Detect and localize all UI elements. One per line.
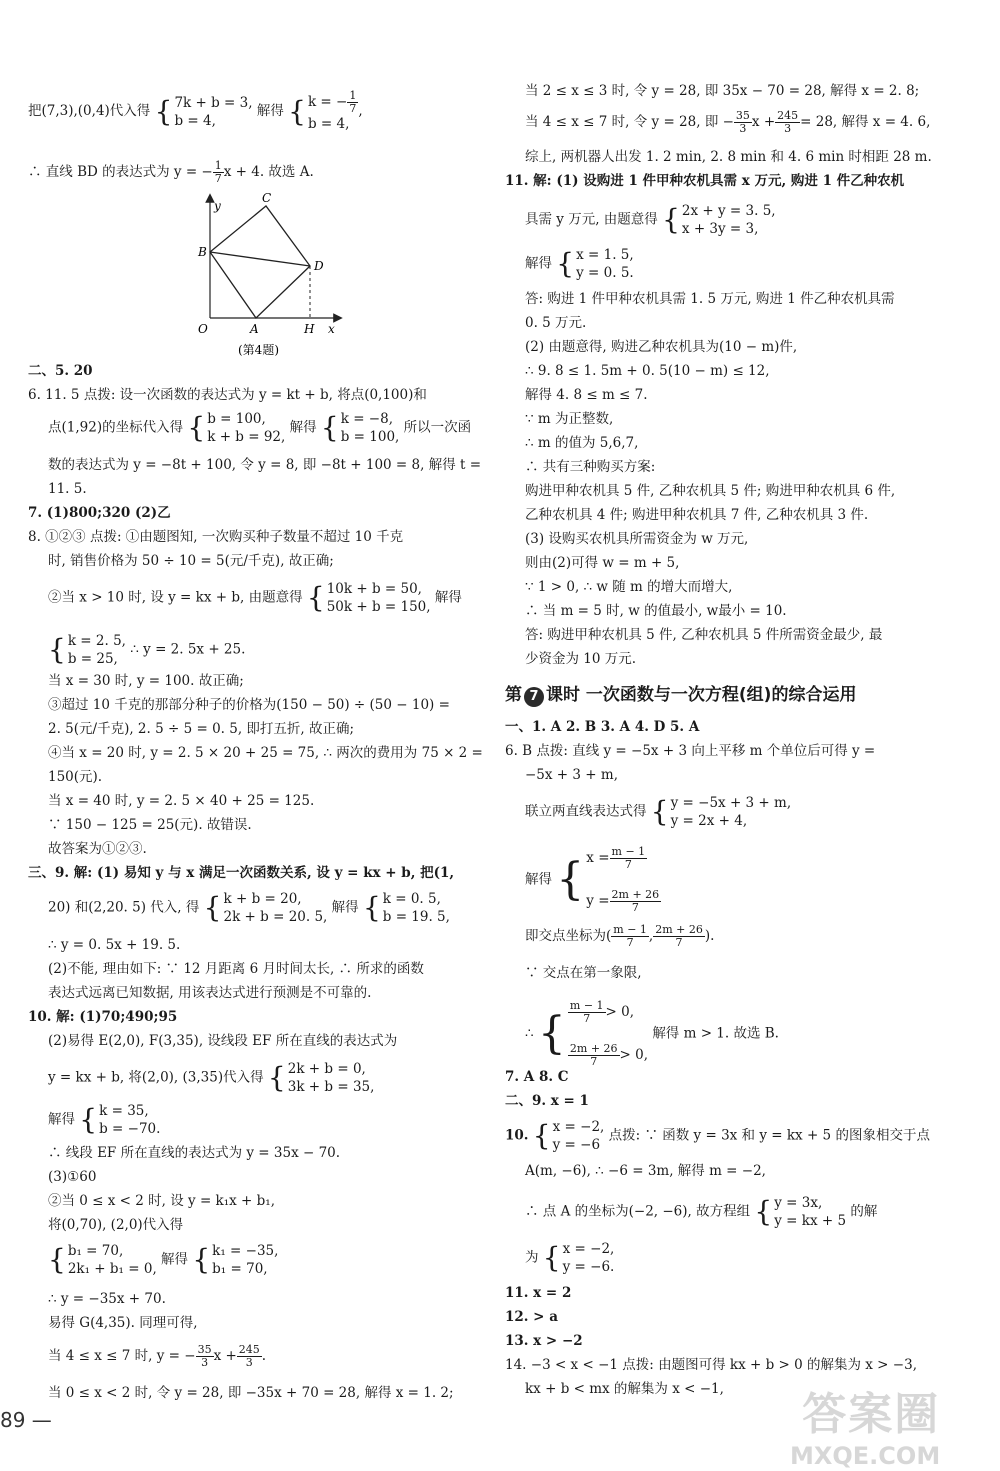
answer-10-line4: 解得 { k = 35, b = −70. bbox=[48, 1103, 161, 1137]
lesson-number-badge: 7 bbox=[524, 687, 544, 707]
s-answer-11: 11. x = 2 bbox=[505, 1285, 572, 1301]
answer-11-line11: ∴ 共有三种购买方案: bbox=[525, 459, 656, 475]
page-number-text: 89 bbox=[0, 1408, 26, 1432]
eq: y = −5x + 3 + m, bbox=[670, 795, 792, 811]
s-answers-1-5: 一、1. A 2. B 3. A 4. D 5. A bbox=[505, 719, 700, 735]
eq: y = 3x, bbox=[774, 1195, 823, 1211]
frac-den: 7 bbox=[583, 1012, 591, 1025]
answer-11-line4: 答: 购进 1 件甲种农机具需 1. 5 万元, 购进 1 件乙种农机具需 bbox=[525, 291, 895, 307]
answer-10-line11: 易得 G(4,35). 同理可得, bbox=[48, 1315, 198, 1331]
answer-6-line3: 数的表达式为 y = −8t + 100, 令 y = 8, 即 −8t + 100 = 8, 解得 t = bbox=[48, 457, 482, 473]
text: 当 4 ≤ x ≤ 7 时, 令 y = 28, 即 − bbox=[525, 114, 734, 130]
answer-11-line3: 解得 { x = 1. 5, y = 0. 5. bbox=[525, 247, 634, 281]
answer-10-line7: ②当 0 ≤ x < 2 时, 设 y = k₁x + b₁, bbox=[48, 1193, 276, 1209]
figure-caption: (第4题) bbox=[238, 343, 279, 357]
s-answer-10-line3: ∴ 点 A 的坐标为(−2, −6), 故方程组 { y = 3x, y = kx + 5 的解 bbox=[525, 1195, 878, 1229]
frac-num: 2m + 26 bbox=[569, 1042, 618, 1055]
answer-11-line1: 11. 解: (1) 设购进 1 件甲种农机具需 x 万元, 购进 1 件乙种农机 bbox=[505, 173, 905, 189]
label-h: H bbox=[304, 322, 315, 336]
label-d: D bbox=[314, 259, 324, 273]
eq: k + b = 20, bbox=[223, 891, 302, 907]
answer-10-line13: 当 0 ≤ x < 2 时, 令 y = 28, 即 −35x + 70 = 28, 解得 x = 1. 2; bbox=[48, 1385, 454, 1401]
text: 解得 bbox=[525, 871, 552, 888]
eq: b₁ = 70, bbox=[67, 1243, 124, 1259]
answer-10-line10: ∴ y = −35x + 70. bbox=[48, 1291, 166, 1307]
frac-num: m − 1 bbox=[611, 845, 646, 858]
answer-8-line2: 时, 销售价格为 50 ÷ 10 = 5(元/千克), 故正确; bbox=[48, 553, 334, 569]
answer-10-line6: (3)①60 bbox=[48, 1169, 97, 1185]
eq: y = bbox=[586, 893, 610, 909]
frac-den: 7 bbox=[590, 1055, 598, 1068]
text: ∴ bbox=[525, 1025, 534, 1042]
square-abcd bbox=[210, 206, 310, 318]
answer-9-line4: (2)不能, 理由如下: ∵ 12 月距离 6 月时间太长, ∴ 所求的函数 bbox=[48, 961, 424, 977]
eq: y = −6. bbox=[562, 1259, 615, 1275]
text: 解得 bbox=[289, 419, 317, 436]
text: 把(7,3),(0,4)代入得 bbox=[28, 103, 151, 119]
text: 解得 bbox=[256, 103, 284, 119]
answer-8-line7: 2. 5(元/千克), 2. 5 ÷ 5 = 0. 5, 即打五折, 故正确; bbox=[48, 721, 355, 737]
answer-10-cont-line1: 当 2 ≤ x ≤ 3 时, 令 y = 28, 即 35x − 70 = 28, 解得 x = 2. 8; bbox=[525, 83, 920, 99]
answer-10-cont-line2 bbox=[525, 110, 930, 135]
frac-den: 7 bbox=[631, 901, 639, 914]
section-heading bbox=[505, 680, 975, 707]
watermark-logo: 答案圈 bbox=[802, 1389, 941, 1440]
text: ②当 x > 10 时, 设 y = kx + b, 由题意得 bbox=[48, 589, 303, 606]
text: y = kx + b, 将(2,0), (3,35)代入得 bbox=[48, 1069, 264, 1086]
eq: 7k + b = 3, bbox=[174, 94, 253, 111]
eq: 2k + b = 20. 5, bbox=[223, 909, 328, 925]
answer-10-line5: ∴ 线段 EF 所在直线的表达式为 y = 35x − 70. bbox=[48, 1145, 341, 1161]
answer-11-line9: ∵ m 为正整数, bbox=[525, 411, 614, 427]
answer-7: 7. (1)800;320 (2)乙 bbox=[28, 505, 171, 521]
text: ∴ y = 2. 5x + 25. bbox=[130, 641, 246, 658]
text: ∴ 点 A 的坐标为(−2, −6), 故方程组 bbox=[525, 1203, 751, 1220]
eq: k = 0. 5, bbox=[382, 891, 441, 907]
frac-num: 1 bbox=[214, 159, 222, 172]
watermark-url: MXQE.COM bbox=[790, 1442, 941, 1470]
text: 具需 y 万元, 由题意得 bbox=[525, 211, 658, 228]
text: 20) 和(2,20. 5) 代入, 得 bbox=[48, 899, 200, 916]
watermark bbox=[790, 1378, 940, 1470]
label-y: y bbox=[214, 199, 221, 213]
eq: b = 19. 5, bbox=[382, 909, 450, 925]
text: ∴ 直线 BD 的表达式为 y = − bbox=[28, 164, 213, 180]
text: 所以一次函 bbox=[403, 419, 472, 436]
s-answer-14-line2: kx + b < mx 的解集为 x < −1, bbox=[525, 1381, 724, 1397]
frac-num: 245 bbox=[238, 1343, 260, 1356]
answer-11-line6: (2) 由题意得, 购进乙种农机具为(10 − m)件, bbox=[525, 339, 798, 355]
answer-11-line10: ∴ m 的值为 5,6,7, bbox=[525, 435, 639, 451]
frac-den: 7 bbox=[349, 102, 357, 115]
s-answer-9: 二、9. x = 1 bbox=[505, 1093, 589, 1109]
eq: y = kx + 5 bbox=[774, 1213, 847, 1229]
eq: > 0, bbox=[619, 1047, 649, 1063]
text: 的解 bbox=[850, 1203, 878, 1220]
s-answer-10-line1: 10. { x = −2, y = −6 点拨: ∵ 函数 y = 3x 和 y = kx + 5 的图象相交于点 bbox=[505, 1119, 930, 1153]
eq: b = 4, bbox=[307, 116, 350, 132]
answer-10-line8: 将(0,70), (2,0)代入得 bbox=[48, 1217, 184, 1233]
answer-10-line2: (2)易得 E(2,0), F(3,35), 设线段 EF 所在直线的表达式为 bbox=[48, 1033, 398, 1049]
eq: 10k + b = 50, bbox=[326, 581, 422, 597]
eq: y = 2x + 4, bbox=[670, 813, 748, 829]
eq: k + b = 92, bbox=[207, 429, 286, 445]
text: , bbox=[648, 928, 654, 944]
answer-8-line11: ∵ 150 − 125 = 25(元). 故错误. bbox=[48, 817, 252, 833]
answer-8-line8: ④当 x = 20 时, y = 2. 5 × 20 + 25 = 75, ∴ 两次的费用为 75 × 2 = bbox=[48, 745, 483, 761]
answer-11-line18: 答: 购进甲种农机具 5 件, 乙种农机具 5 件所需资金最少, 最 bbox=[525, 627, 883, 643]
text: 解得 m > 1. 故选 B. bbox=[652, 1025, 779, 1042]
eq: 2x + y = 3. 5, bbox=[681, 203, 776, 219]
eq: y = 0. 5. bbox=[576, 265, 634, 281]
answer-10-cont-line3: 综上, 两机器人出发 1. 2 min, 2. 8 min 和 4. 6 min 时相距 28 m. bbox=[525, 149, 932, 165]
eq: k = 35, bbox=[99, 1103, 149, 1119]
label-o: O bbox=[198, 322, 208, 336]
eq: 2k + b = 0, bbox=[287, 1061, 366, 1077]
figure-q4 bbox=[188, 190, 348, 364]
text: = 28, 解得 x = 4. 6, bbox=[800, 114, 931, 130]
answer-11-line13: 乙种农机具 4 件; 购进甲种农机具 7 件, 乙种农机具 3 件. bbox=[525, 507, 869, 523]
answer-9-line3: ∴ y = 0. 5x + 19. 5. bbox=[48, 937, 181, 953]
label-c: C bbox=[262, 191, 272, 205]
s-answer-6-line1: 6. B 点拨: 直线 y = −5x + 3 向上平移 m 个单位后可得 y = bbox=[505, 743, 876, 759]
text: , bbox=[358, 103, 363, 119]
s-answer-6-line5 bbox=[525, 924, 714, 949]
answer-8-line4: { k = 2. 5, b = 25, ∴ y = 2. 5x + 25. bbox=[48, 633, 246, 667]
eq: 3k + b = 35, bbox=[287, 1079, 375, 1095]
answer-11-line2: 具需 y 万元, 由题意得 { 2x + y = 3. 5, x + 3y = 3, bbox=[525, 203, 776, 237]
text: 解得 bbox=[525, 255, 552, 272]
eq: y = −6 bbox=[552, 1137, 601, 1153]
answer-9-line5: 表达式远离已知数据, 用该表达式进行预测是不可靠的. bbox=[48, 985, 372, 1001]
s-answer-6-line7: ∴ { $\frac{m - 1}{7}$ > 0, $\frac{2m + 26}{7}$ > 0, 解得 m > 1. 故选 B. bbox=[525, 999, 779, 1068]
text: 为 bbox=[525, 1249, 539, 1266]
text: x + bbox=[751, 114, 776, 130]
text: 解得 bbox=[161, 1251, 189, 1268]
figure-q4-svg bbox=[188, 190, 348, 360]
label-a: A bbox=[250, 322, 259, 336]
eq: k = −8, bbox=[340, 411, 394, 427]
frac-den: 7 bbox=[626, 936, 634, 949]
text: 解得 bbox=[48, 1111, 75, 1128]
s-answer-14-line1: 14. −3 < x < −1 点拨: 由题图可得 kx + b > 0 的解集为 x > −3, bbox=[505, 1357, 917, 1373]
s-answer-12: 12. > a bbox=[505, 1309, 558, 1325]
answer-11-line16: ∵ 1 > 0, ∴ w 随 m 的增大而增大, bbox=[525, 579, 733, 595]
frac-num: 1 bbox=[349, 89, 357, 102]
answer-10-line1: 10. 解: (1)70;490;95 bbox=[28, 1009, 178, 1025]
label-b: B bbox=[198, 245, 207, 259]
answer-11-line5: 0. 5 万元. bbox=[525, 315, 587, 331]
answer-10-line3: y = kx + b, 将(2,0), (3,35)代入得 { 2k + b = 0, 3k + b = 35, bbox=[48, 1061, 375, 1095]
q4-substitution-line: 把(7,3),(0,4)代入得 { 7k + b = 3, b = 4, 解得 { k = − $\frac{1}{7}$ b = 4,, bbox=[28, 89, 363, 132]
label-x: x bbox=[328, 322, 335, 336]
text: 联立两直线表达式得 bbox=[525, 803, 647, 820]
answer-11-line17: ∴ 当 m = 5 时, w 的值最小, w最小 = 10. bbox=[525, 603, 787, 619]
answer-10-line9: { b₁ = 70, 2k₁ + b₁ = 0, 解得 { k₁ = −35, b₁ = 70, bbox=[48, 1243, 279, 1277]
answer-9-line2: 20) 和(2,20. 5) 代入, 得 { k + b = 20, 2k + b = 20. 5, 解得 { k = 0. 5, b = 19. 5, bbox=[48, 891, 450, 925]
heading-prefix: 第 bbox=[505, 685, 522, 705]
frac-den: 3 bbox=[739, 122, 747, 135]
frac-num: 2m + 26 bbox=[611, 888, 660, 901]
answer-8-line1: 8. ①②③ 点拨: ①由题图知, 一次购买种子数量不超过 10 千克 bbox=[28, 529, 404, 545]
eq: k₁ = −35, bbox=[212, 1243, 279, 1259]
frac-num: m − 1 bbox=[569, 999, 604, 1012]
eq: > 0, bbox=[605, 1004, 635, 1020]
text: x + 4. 故选 A. bbox=[223, 164, 314, 180]
text: 即交点坐标为( bbox=[525, 928, 612, 944]
page-number: 89 — bbox=[0, 1408, 52, 1432]
answer-6-line1: 6. 11. 5 点拨: 设一次函数的表达式为 y = kt + b, 将点(0,100)和 bbox=[28, 387, 427, 403]
frac-num: 35 bbox=[197, 1343, 212, 1356]
s-answer-10-line4: 为 { x = −2, y = −6. bbox=[525, 1241, 615, 1275]
frac-num: m − 1 bbox=[613, 923, 647, 936]
frac-den: 7 bbox=[624, 858, 632, 871]
text: 10. bbox=[505, 1127, 529, 1144]
frac-den: 3 bbox=[245, 1356, 253, 1369]
eq: 50k + b = 150, bbox=[326, 599, 431, 615]
s-answer-13: 13. x > −2 bbox=[505, 1333, 583, 1349]
eq: b = 25, bbox=[67, 651, 118, 667]
eq: x + 3y = 3, bbox=[681, 221, 759, 237]
answer-11-line7: ∴ 9. 8 ≤ 1. 5m + 0. 5(10 − m) ≤ 12, bbox=[525, 363, 770, 379]
answer-11-line12: 购进甲种农机具 5 件, 乙种农机具 5 件; 购进甲种农机具 6 件, bbox=[525, 483, 896, 499]
eq: x = −2, bbox=[552, 1119, 605, 1135]
text: 解得 bbox=[331, 899, 359, 916]
text: ). bbox=[704, 928, 715, 944]
answer-5: 二、5. 20 bbox=[28, 363, 93, 379]
s-answer-6-line2: −5x + 3 + m, bbox=[525, 767, 618, 783]
text: 点拨: ∵ 函数 y = 3x 和 y = kx + 5 的图象相交于点 bbox=[608, 1127, 930, 1144]
frac-den: 3 bbox=[784, 122, 792, 135]
eq: b = 4, bbox=[174, 112, 216, 129]
frac-num: 2m + 26 bbox=[655, 923, 703, 936]
answer-8-line6: ③超过 10 千克的那部分种子的价格为(150 − 50) ÷ (50 − 10) = bbox=[48, 697, 450, 713]
answer-11-line14: (3) 设购买农机具所需资金为 w 万元, bbox=[525, 531, 749, 547]
q4-conclusion bbox=[28, 160, 314, 185]
answer-8-line12: 故答案为①②③. bbox=[48, 841, 147, 857]
answer-6-line4: 11. 5. bbox=[48, 481, 87, 497]
segment-bd bbox=[210, 252, 310, 266]
eq: b₁ = 70, bbox=[212, 1261, 268, 1277]
answer-8-line5: 当 x = 30 时, y = 100. 故正确; bbox=[48, 673, 244, 689]
frac-den: 7 bbox=[675, 936, 683, 949]
eq: 2k₁ + b₁ = 0, bbox=[67, 1261, 157, 1277]
s-answer-10-line2: A(m, −6), ∴ −6 = 3m, 解得 m = −2, bbox=[525, 1163, 766, 1179]
frac-num: 35 bbox=[735, 109, 750, 122]
eq: k = 2. 5, bbox=[67, 633, 126, 649]
eq: k = − bbox=[307, 94, 348, 110]
frac-den: 7 bbox=[214, 172, 222, 185]
s-answer-6-line3: 联立两直线表达式得 { y = −5x + 3 + m, y = 2x + 4, bbox=[525, 795, 792, 829]
answer-8-line9: 150(元). bbox=[48, 769, 103, 785]
answer-11-line19: 少资金为 10 万元. bbox=[525, 651, 637, 667]
answer-10-line12 bbox=[48, 1344, 266, 1369]
frac-num: 245 bbox=[777, 109, 799, 122]
eq: x = 1. 5, bbox=[576, 247, 634, 263]
s-answers-7-8: 7. A 8. C bbox=[505, 1069, 569, 1085]
answer-8-line3: ②当 x > 10 时, 设 y = kx + b, 由题意得 { 10k + b = 50, 50k + b = 150, 解得 bbox=[48, 581, 462, 615]
answer-8-line10: 当 x = 40 时, y = 2. 5 × 40 + 25 = 125. bbox=[48, 793, 315, 809]
s-answer-6-line4: 解得 { x = $\frac{m - 1}{7}$ y = $\frac{2m + 26}{7}$ bbox=[525, 845, 660, 914]
answer-6-line2: 点(1,92)的坐标代入得 { b = 100, k + b = 92, 解得 { k = −8, b = 100, 所以一次函 bbox=[48, 411, 472, 445]
text: x + bbox=[213, 1348, 237, 1364]
text: 点(1,92)的坐标代入得 bbox=[48, 419, 184, 436]
eq: b = 100, bbox=[340, 429, 400, 445]
s-answer-6-line6: ∵ 交点在第一象限, bbox=[525, 965, 642, 981]
frac-den: 3 bbox=[201, 1356, 209, 1369]
text: 当 4 ≤ x ≤ 7 时, y = − bbox=[48, 1348, 196, 1364]
answer-9-line1: 三、9. 解: (1) 易知 y 与 x 满足一次函数关系, 设 y = kx + b, 把(1, bbox=[28, 865, 455, 881]
eq: x = bbox=[586, 850, 610, 866]
heading-title: 课时 一次函数与一次方程(组)的综合运用 bbox=[546, 685, 857, 705]
eq: b = 100, bbox=[207, 411, 266, 427]
answer-11-line15: 则由(2)可得 w = m + 5, bbox=[525, 555, 680, 571]
eq: x = −2, bbox=[562, 1241, 615, 1257]
eq: b = −70. bbox=[99, 1121, 161, 1137]
answer-11-line8: 解得 4. 8 ≤ m ≤ 7. bbox=[525, 387, 648, 403]
text: . bbox=[261, 1348, 267, 1364]
text: 解得 bbox=[434, 589, 462, 606]
